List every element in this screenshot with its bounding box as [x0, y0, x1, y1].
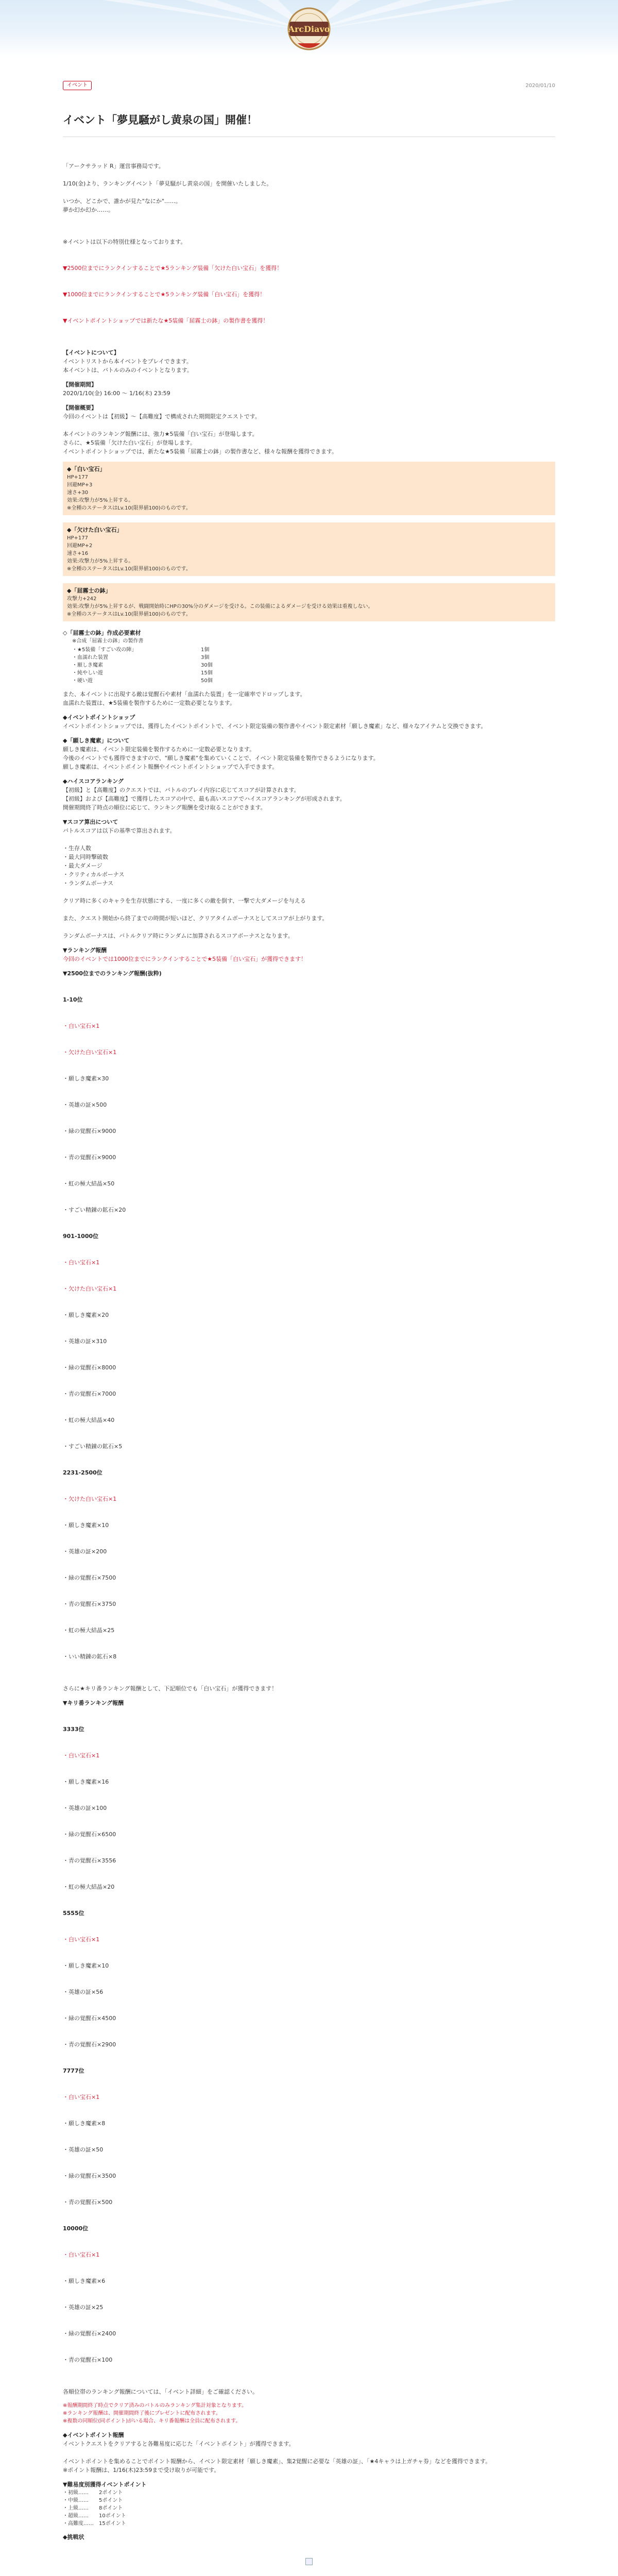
- reward-item: ・英雄の証×56: [63, 1989, 104, 1996]
- score-calc-text: バトルスコアは以下の基準で算出されます。 ・生存人数 ・最大同時撃破数 ・最大ダメージ ・クリティカルボーナス ・ランダムボーナス クリア時に多くのキャラを生存状態にする、一度に多くの敵を倒す、一撃で大ダメージを与える また、クエスト開始から終了までの時間が短いほど、クリアタイムボーナスとしてスコアが上がります。 ランダムボーナスは、バトルクリア時にランダムに加算されるスコアボーナスとなります。: [63, 827, 328, 940]
- reward-item: ・願しき魔素×30: [63, 1075, 109, 1082]
- craft-material-table: [72, 646, 555, 685]
- material-qty: 3個: [201, 655, 210, 661]
- intro-list-item: ※イベントは以下の特別仕様となっております。: [63, 239, 186, 246]
- rank-list-heading: ▼2500位までのランキング報酬(抜粋): [63, 970, 162, 977]
- stamina-heading: ◆挑戦状: [63, 2534, 84, 2541]
- difficulty-points: 2ポイント: [99, 2490, 123, 2496]
- kiriban-groups: [63, 1707, 555, 2382]
- equipment-stats: HP+177 回避MP+3 速さ+30 効果:攻撃力が5%上昇する。 ※全種のステータスはLv.10(限界値100)のものです。: [67, 474, 191, 512]
- intro-list: [63, 220, 555, 343]
- difficulty-name: ・上級……: [63, 2505, 89, 2512]
- reward-item: ・すごい精錬の鉱石×20: [63, 1207, 126, 1214]
- game-logo[interactable]: [282, 3, 336, 55]
- high-score-text: 【初級】と【高難度】のクエストでは、バトルのプレイ内容に応じてスコアが計算されます。 【初級】および【高難度】で獲得したスコアの中で、最も高いスコアでハイスコアランキングが形成されます。 開催期間終了時点の順位に応じて、ランキング報酬を受け取ることができます。: [63, 787, 346, 811]
- svg-text:ArcDiavo: ArcDiavo: [288, 24, 330, 34]
- difficulty-name: ・初級……: [63, 2490, 89, 2496]
- reward-item: ・青の覚醒石×3750: [63, 1601, 116, 1608]
- reward-item: ・虹の極大結晶×25: [63, 1627, 115, 1634]
- reward-item: ・緑の覚醒石×4500: [63, 2015, 116, 2022]
- material-name: ・★5装備「すごい攻の陣」: [72, 647, 137, 653]
- site-header: [0, 0, 618, 57]
- reward-item: ・願しき魔素×16: [63, 1778, 109, 1786]
- reward-item: ・願しき魔素×20: [63, 1312, 109, 1319]
- equipment-box: [63, 583, 555, 621]
- rank-range: 2231-2500位: [63, 1469, 102, 1477]
- reward-item: ・青の覚醒石×100: [63, 2357, 113, 2364]
- material-name: ・願しき魔素: [72, 663, 103, 669]
- equipment-title: ◆「白い宝石」: [67, 466, 106, 473]
- reward-item: ・青の覚醒石×9000: [63, 1154, 116, 1161]
- craft-subheading: ※合成「屈霧士の鉢」の製作書: [72, 638, 144, 645]
- reward-item: ・白い宝石×1: [63, 2094, 100, 2101]
- craft-heading: ◇「屈霧士の鉢」作成必要素材: [63, 630, 141, 637]
- reward-item: ・青の覚醒石×3556: [63, 1857, 116, 1865]
- reward-item: ・いい精錬の鉱石×8: [63, 1653, 117, 1660]
- intro-list-item: ▼1000位までにランクインすることで★5ランキング装備「白い宝石」を獲得！: [63, 291, 266, 298]
- demon-text: 願しき魔素は、イベント限定装備を製作するために一定数必要となります。 今後のイベントでも獲得できますので、"願しき魔素"を集めていくことで、イベント限定装備を製作できるようになります。 願しき魔素は、イベントポイント報酬やイベントポイントショップで入手できます。: [63, 746, 379, 771]
- reward-item: ・緑の覚醒石×3500: [63, 2173, 116, 2180]
- material-name: ・血濡れた装置: [72, 655, 108, 661]
- difficulty-points: 8ポイント: [99, 2505, 123, 2512]
- article-container: [63, 57, 555, 2576]
- material-name: ・純やしい遊: [72, 670, 103, 676]
- reward-item: ・願しき魔素×8: [63, 2120, 106, 2127]
- material-qty: 30個: [201, 663, 213, 669]
- article-body: [63, 137, 555, 2576]
- reward-item: ・英雄の証×25: [63, 2304, 104, 2311]
- reward-item: ・緑の覚醒石×8000: [63, 1364, 116, 1371]
- demon-heading: ◆「願しき魔素」について: [63, 737, 130, 744]
- reward-item: ・緑の覚醒石×9000: [63, 1128, 116, 1135]
- point-reward-text: イベントクエストをクリアすると各難易度に応じた「イベントポイント」が獲得できます。 イベントポイントを集めることでポイント報酬から、イベント限定素材「願しき魔素」、集2覚醒に必要な「英雄の証」、「★4キャラは上ガチャ券」などを獲得できます。 ※ポイント報酬は、1/16(木)23:59まで受け取りが可能です。: [63, 2441, 491, 2474]
- reward-item: ・緑の覚醒石×2400: [63, 2330, 116, 2337]
- reward-item: ・白い宝石×1: [63, 1023, 100, 1030]
- difficulty-heading: ▼難易度別獲得イベントポイント: [63, 2481, 147, 2488]
- reward-item: ・緑の覚醒石×6500: [63, 1831, 116, 1838]
- reward-item: ・願しき魔素×10: [63, 1962, 109, 1970]
- reward-item: ・欠けた白い宝石×1: [63, 1285, 117, 1293]
- score-calc-heading: ▼スコア算出について: [63, 819, 118, 826]
- craft-note: また、本イベントに出現する敵は覚醒石や素材「血濡れた装置」を一定確率でドロップします。 血濡れた装置は、★5装備を製作するために一定数必要となります。: [63, 691, 306, 707]
- difficulty-name: ・高難度……: [63, 2521, 94, 2527]
- material-qty: 50個: [201, 678, 213, 684]
- rank-range: 901-1000位: [63, 1233, 99, 1240]
- equipment-stats: HP+177 回避MP+2 速さ+16 効果:攻撃力が5%上昇する。 ※全種のステータスはLv.10(限界値100)のものです。: [67, 535, 191, 572]
- stamina-image: [63, 2557, 555, 2566]
- reward-item: ・白い宝石×1: [63, 1936, 100, 1943]
- reward-item: ・願しき魔素×6: [63, 2278, 106, 2285]
- reward-item: ・虹の極大結晶×40: [63, 1417, 115, 1424]
- reward-item: ・欠けた白い宝石×1: [63, 1049, 117, 1056]
- about-text: イベントリストから本イベントをプレイできます。 本イベントは、バトルのみのイベントとなります。: [63, 358, 193, 374]
- rank-groups: [63, 978, 555, 1679]
- category-badge[interactable]: イベント: [63, 81, 92, 90]
- rank-note: 各順位帯のランキング報酬については、「イベント詳細」をご確認ください。: [63, 2388, 258, 2396]
- difficulty-points: 5ポイント: [99, 2498, 123, 2504]
- point-shop-heading: ◆イベントポイントショップ: [63, 714, 135, 721]
- difficulty-name: ・超級……: [63, 2513, 89, 2519]
- reward-item: ・白い宝石×1: [63, 2251, 100, 2259]
- kiriban-intro: さらに★キリ番ランキング報酬として、下記順位でも「白い宝石」が獲得できます！: [63, 1685, 278, 1692]
- rank-range: 3333位: [63, 1726, 84, 1733]
- reward-item: ・英雄の証×100: [63, 1805, 107, 1812]
- reward-item: ・虹の極大結晶×20: [63, 1884, 115, 1891]
- reward-item: ・英雄の証×200: [63, 1548, 107, 1555]
- overview-heading: 【開催概要】: [63, 404, 97, 412]
- reward-item: ・青の覚醒石×2900: [63, 2041, 116, 2048]
- material-qty: 1個: [201, 647, 210, 653]
- intro-list-item: ▼2500位までにランクインすることで★5ランキング装備「欠けた白い宝石」を獲得！: [63, 265, 283, 272]
- reward-item: ・青の覚醒石×500: [63, 2199, 113, 2206]
- point-reward-heading: ◆イベントポイント報酬: [63, 2432, 124, 2439]
- reward-item: ・英雄の証×50: [63, 2146, 104, 2154]
- rank-range: 7777位: [63, 2067, 84, 2075]
- difficulty-points: 15ポイント: [99, 2521, 126, 2527]
- material-name: ・硬い遊: [72, 678, 93, 684]
- material-qty: 15個: [201, 670, 213, 676]
- page-title: イベント「夢見騒がし黄泉の国」開催！: [63, 114, 258, 126]
- reward-item: ・すごい精錬の鉱石×5: [63, 1443, 123, 1450]
- rank-range: 10000位: [63, 2225, 89, 2232]
- difficulty-name: ・中級……: [63, 2498, 89, 2504]
- equipment-title: ◆「欠けた白い宝石」: [67, 527, 123, 534]
- intro-text: 「アークサラッド R」運営事務局です。 1/10(金)より、ランキングイベント「夢見騒がし黄泉の国」を開催いたしました。 いつか、どこかで、誰かが見た"なにか"……。 夢か幻か幻か……。: [63, 163, 272, 214]
- difficulty-points: 10ポイント: [99, 2513, 126, 2519]
- intro-list-item: ▼イベントポイントショップでは新たな★5装備「屈霧士の鉢」の製作書を獲得！: [63, 317, 269, 325]
- rank-warning: ※報酬期間終了時点でクリア済みのバトルのみランキング集計対象となります。 ※ランキング報酬は、開催期間終了後にプレゼントに配布されます。 ※複数の同順位(同ポイント)がいる場合、キリ番報酬は全員に配布されます。: [63, 2403, 247, 2425]
- equipment-stats: 攻撃力+242 効果:攻撃力が5%上昇するが、戦闘開始時にHPの30%分のダメージを受ける。この装備によるダメージを受ける効果は重複しない。 ※全種のステータスはLv.10(限界値100)のものです。: [67, 596, 373, 618]
- period-heading: 【開催期間】: [63, 381, 97, 388]
- reward-item: ・英雄の証×500: [63, 1101, 107, 1109]
- rank-range: 1-10位: [63, 996, 83, 1004]
- period-text: 2020/1/10(金) 16:00 〜 1/16(木) 23:59: [63, 390, 170, 397]
- article-meta: [63, 79, 555, 92]
- broken-image-icon: [305, 2558, 313, 2565]
- reward-item: ・願しき魔素×10: [63, 1522, 109, 1529]
- high-score-heading: ◆ハイスコアランキング: [63, 778, 124, 785]
- about-heading: 【イベントについて】: [63, 349, 119, 357]
- reward-item: ・白い宝石×1: [63, 1259, 100, 1266]
- equipment-box: [63, 462, 555, 515]
- point-shop-text: イベントポイントショップでは、獲得したイベントポイントで、イベント限定装備の製作書やイベント限定素材「願しき魔素」など、様々なアイテムと交換できます。: [63, 723, 487, 730]
- rank-reward-heading: ▼ランキング報酬: [63, 947, 107, 954]
- reward-item: ・虹の極大結晶×50: [63, 1180, 115, 1188]
- publish-date: 2020/01/10: [525, 82, 555, 89]
- reward-item: ・青の覚醒石×7000: [63, 1391, 116, 1398]
- equipment-box: [63, 522, 555, 576]
- rank-range: 5555位: [63, 1910, 84, 1917]
- reward-item: ・英雄の証×310: [63, 1338, 107, 1345]
- kiriban-heading: ▼キリ番ランキング報酬: [63, 1700, 124, 1707]
- reward-item: ・緑の覚醒石×7500: [63, 1574, 116, 1582]
- difficulty-table: [63, 2489, 555, 2528]
- reward-item: ・白い宝石×1: [63, 1752, 100, 1759]
- overview-text: 今回のイベントは【初級】〜【高難度】で構成された期間限定クエストです。 本イベントのランキング報酬には、強力★5装備「白い宝石」が登場します。 さらに、★5装備「欠けた白い宝石」が登場します。 イベントポイントショップでは、新たな★5装備「屈霧士の鉢」の製作書など、様々な報酬を獲得できます。: [63, 413, 338, 455]
- equipment-title: ◆「屈霧士の鉢」: [67, 587, 111, 595]
- reward-item: ・欠けた白い宝石×1: [63, 1496, 117, 1503]
- rank-reward-text: 今回のイベントでは1000位までにランクインすることで★5装備「白い宝石」が獲得できます！: [63, 956, 307, 963]
